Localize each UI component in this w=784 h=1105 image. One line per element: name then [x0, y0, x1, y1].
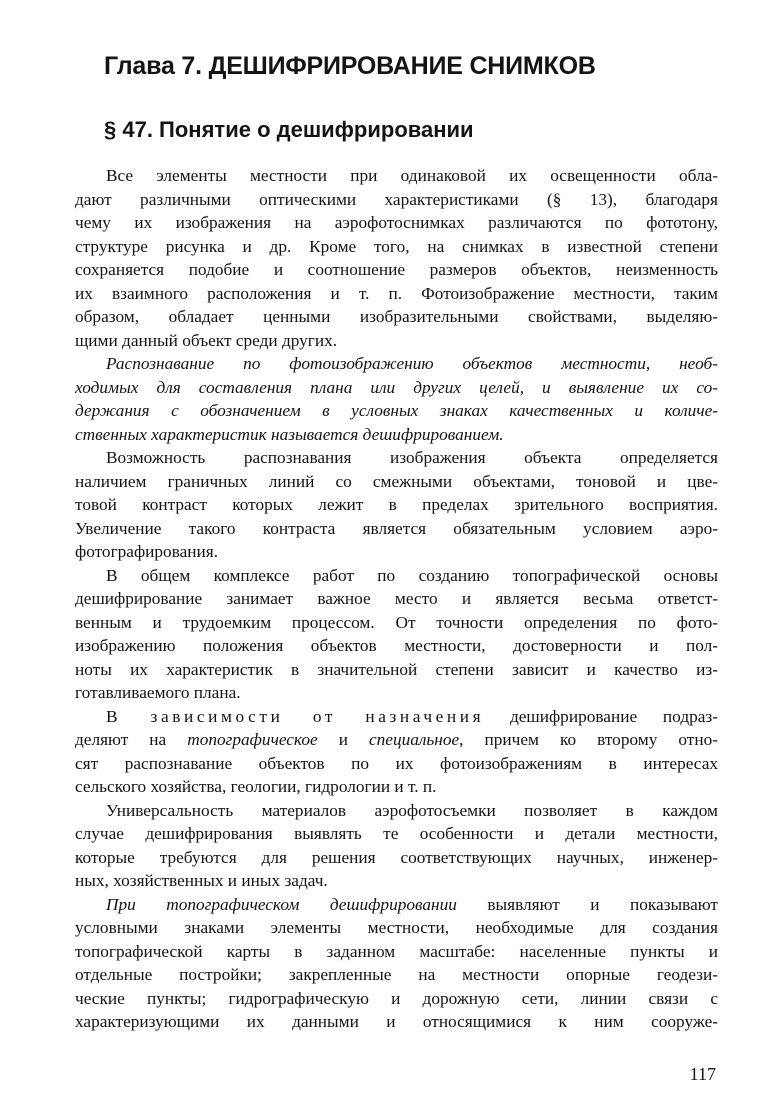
text-fragment: и	[317, 730, 369, 749]
text-line: венным и трудоемким процессом. От точности определения по фото-	[75, 612, 718, 632]
text-line: дешифрирование занимает важное место и является весьма ответст-	[75, 589, 718, 608]
section-title: § 47. Понятие о дешифрировании	[104, 117, 474, 142]
italic-term: специальное	[368, 730, 460, 749]
text-line	[75, 728, 718, 752]
text-line: Универсальность материалов аэрофотосъемки позволяет в каждом	[106, 800, 718, 820]
text-line: характеризующими их данными и относящимися к ним сооруже-	[75, 1012, 718, 1031]
text-line: наличием граничных линий со смежными объектами, тоновой и цве-	[75, 471, 718, 491]
page-number: 117	[689, 1064, 716, 1084]
text-line: фотографирования.	[75, 542, 219, 561]
definition-line: держания с обозначением в условных знаках качественных и количе-	[75, 401, 718, 420]
text-line: чему их изображения на аэрофотоснимках различаются по фототону,	[75, 213, 718, 232]
text-line: ческие пункты; гидрографическую и дорожную сети, линии связи с	[75, 988, 718, 1008]
body-text	[75, 164, 718, 1034]
text-line: Увеличение такого контраста является обязательным условием аэро-	[75, 518, 718, 538]
text-line: условными знаками элементы местности, необходимые для создания	[75, 918, 718, 937]
text-fragment: выявляют и показывают	[456, 894, 718, 914]
text-fragment: дешифрирование подраз-	[484, 706, 718, 726]
chapter-title: Глава 7. ДЕШИФРИРОВАНИЕ СНИМКОВ	[104, 52, 596, 80]
text-line: сельского хозяйства, геологии, гидрологии и т. п.	[75, 777, 437, 796]
text-line: их взаимного расположения и т. п. Фотоизображение местности, таким	[75, 283, 718, 303]
definition-line: Распознавание по фотоизображению объектов местности, необ-	[106, 354, 718, 373]
text-line: щими данный объект среди других.	[75, 330, 338, 350]
text-line: отдельные постройки; закрепленные на местности опорные геодези-	[75, 965, 718, 984]
text-fragment: деляют на	[75, 730, 188, 749]
spaced-emphasis: В зависимости от назначения	[106, 706, 485, 726]
text-line: товой контраст которых лежит в пределах зрительного восприятия.	[75, 495, 718, 514]
text-line	[75, 705, 718, 729]
text-line: Все элементы местности при одинаковой их освещенности обла-	[106, 166, 718, 185]
text-line: готавливаемого плана.	[75, 683, 241, 702]
definition-line: ходимых для составления плана или других целей, и выявление их со-	[75, 377, 718, 397]
italic-term: При топографическом дешифрировании	[106, 894, 457, 914]
text-line: сят распознавание объектов по их фотоизображениям в интересах	[75, 753, 718, 773]
text-line: В общем комплексе работ по созданию топографической основы	[106, 565, 718, 585]
text-line: сохраняется подобие и соотношение размеров объектов, неизменность	[75, 260, 718, 279]
italic-term: топографическое	[187, 730, 318, 749]
text-line: структуре рисунка и др. Кроме того, на снимках в известной степени	[75, 236, 718, 256]
text-line: которые требуются для решения соответствующих научных, инженер-	[75, 847, 718, 867]
text-line: топографической карты в заданном масштабе: населенные пункты и	[75, 941, 718, 961]
text-line: Возможность распознавания изображения объекта определяется	[106, 448, 718, 467]
text-line: дают различными оптическими характеристиками (§ 13), благодаря	[75, 189, 718, 209]
text-line: образом, обладает ценными изобразительными свойствами, выделяю-	[75, 307, 718, 326]
text-fragment: , причем ко второму отно-	[459, 730, 718, 749]
definition-line: ственных характеристик называется дешифрированием.	[75, 424, 504, 444]
text-line: изображению положения объектов местности, достоверности и пол-	[75, 636, 718, 655]
text-line	[75, 893, 718, 917]
text-line: ных, хозяйственных и иных задач.	[75, 871, 328, 890]
text-line: случае дешифрирования выявлять те особенности и детали местности,	[75, 824, 718, 843]
text-line: ноты их характеристик в значительной степени зависит и качество из-	[75, 659, 718, 679]
